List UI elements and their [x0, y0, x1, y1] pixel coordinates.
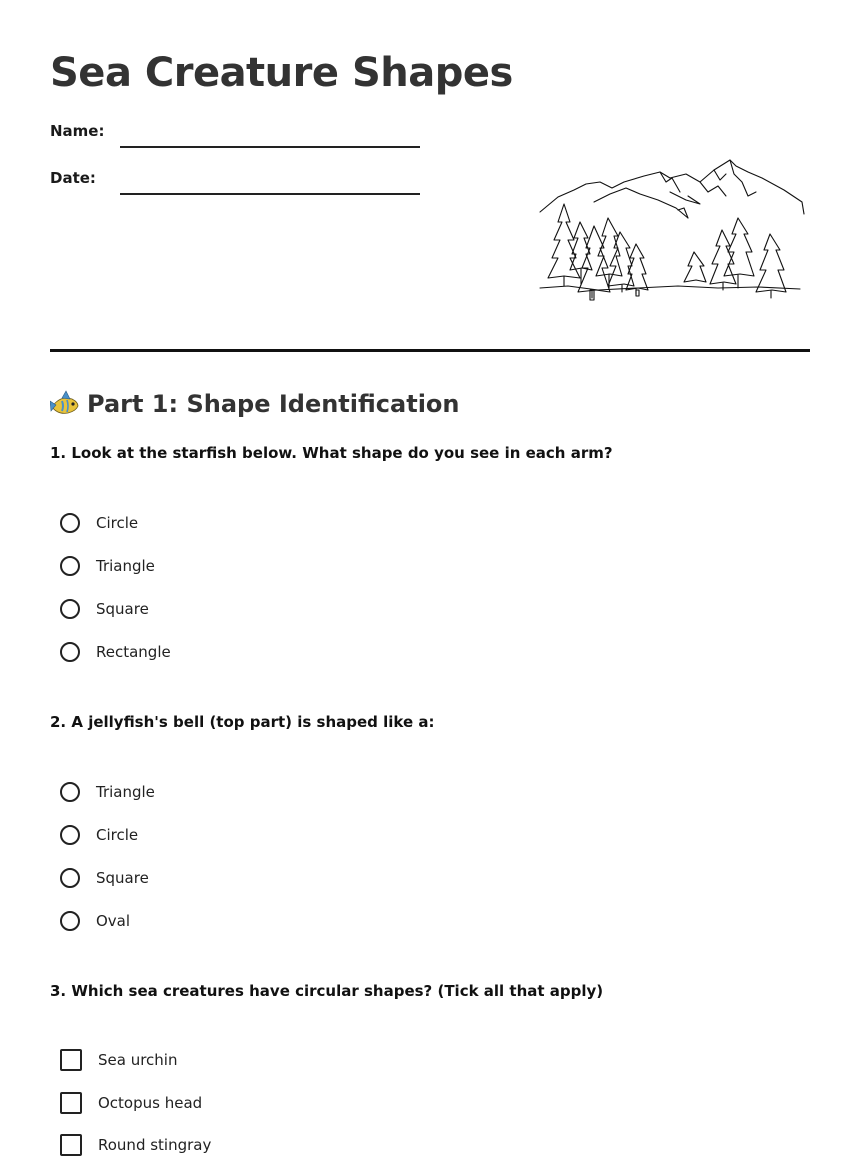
- tropical-fish-icon: [50, 389, 80, 419]
- question-3: 3. Which sea creatures have circular shapes? (Tick all that apply): [50, 982, 604, 1000]
- mountains-and-pine-trees-illustration: [538, 152, 808, 304]
- q2-option-oval[interactable]: [60, 906, 130, 936]
- worksheet-page: [50, 0, 810, 1161]
- q2-option-square[interactable]: [60, 863, 149, 893]
- name-line[interactable]: [120, 146, 420, 148]
- checkbox[interactable]: [60, 1092, 82, 1114]
- option-label: Circle: [96, 826, 139, 844]
- q1-option-square[interactable]: [60, 594, 149, 624]
- q3-option-round-stingray[interactable]: [60, 1130, 211, 1160]
- name-field[interactable]: [50, 122, 430, 152]
- option-label: Sea urchin: [98, 1051, 178, 1069]
- part1-heading: [50, 386, 460, 422]
- radio-button[interactable]: [60, 825, 80, 845]
- date-label: Date:: [50, 169, 96, 187]
- name-label: Name:: [50, 122, 105, 140]
- question-2: 2. A jellyfish's bell (top part) is shaped like a:: [50, 713, 435, 731]
- q2-option-triangle[interactable]: [60, 777, 155, 807]
- checkbox[interactable]: [60, 1049, 82, 1071]
- option-label: Rectangle: [96, 643, 171, 661]
- option-label: Circle: [96, 514, 139, 532]
- radio-button[interactable]: [60, 868, 80, 888]
- option-label: Octopus head: [98, 1094, 203, 1112]
- q1-option-rectangle[interactable]: [60, 637, 171, 667]
- radio-button[interactable]: [60, 599, 80, 619]
- radio-button[interactable]: [60, 911, 80, 931]
- radio-button[interactable]: [60, 782, 80, 802]
- option-label: Triangle: [96, 557, 155, 575]
- page-title: Sea Creature Shapes: [50, 50, 513, 96]
- checkbox[interactable]: [60, 1134, 82, 1156]
- section-title: Part 1: Shape Identification: [87, 390, 460, 418]
- date-line[interactable]: [120, 193, 420, 195]
- q1-option-triangle[interactable]: [60, 551, 155, 581]
- option-label: Round stingray: [98, 1136, 212, 1154]
- question-1: 1. Look at the starfish below. What shape do you see in each arm?: [50, 444, 613, 462]
- option-label: Triangle: [96, 783, 155, 801]
- section-divider: [50, 349, 810, 352]
- date-field[interactable]: [50, 169, 430, 199]
- option-label: Square: [96, 869, 149, 887]
- option-label: Oval: [96, 912, 131, 930]
- option-label: Square: [96, 600, 149, 618]
- q3-option-octopus-head[interactable]: [60, 1088, 202, 1118]
- radio-button[interactable]: [60, 642, 80, 662]
- q3-option-sea-urchin[interactable]: [60, 1045, 177, 1075]
- q2-option-circle[interactable]: [60, 820, 138, 850]
- q1-option-circle[interactable]: [60, 508, 138, 538]
- radio-button[interactable]: [60, 513, 80, 533]
- radio-button[interactable]: [60, 556, 80, 576]
